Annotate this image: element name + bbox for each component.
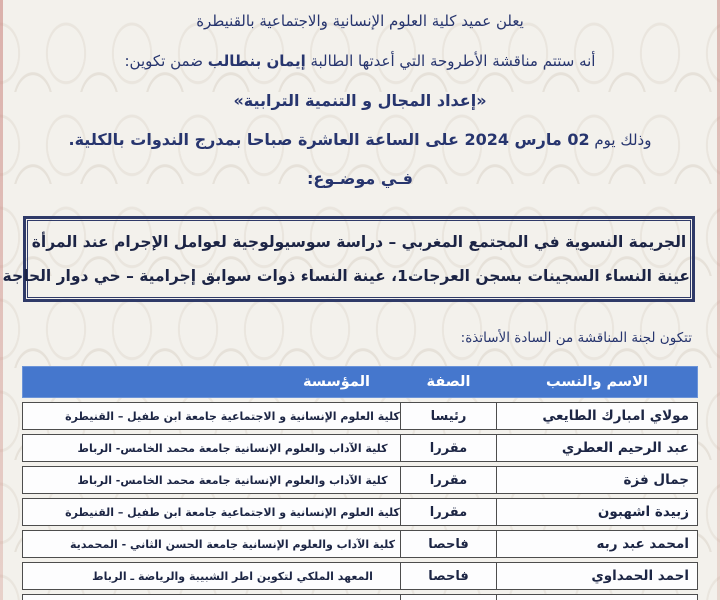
thesis-title-box-inner — [2, 220, 691, 298]
member-institution: كلية الآداب والعلوم الإنسانية جامعة محمد الخامس- الرباط — [77, 473, 388, 487]
header-institution-column: المؤسسة — [302, 374, 371, 390]
member-institution: المعهد الملكي لتكوين اطر الشبيبة والرياضة ـ الرباط — [92, 569, 373, 583]
member-institution: كلية الآداب والعلوم الإنسانية جامعة الحسن الثاني - المحمدية — [70, 537, 395, 551]
table-row — [22, 466, 698, 494]
member-institution — [23, 595, 400, 600]
member-role: مقررا — [400, 435, 497, 461]
committee-table-header-row — [22, 366, 698, 398]
member-role: مقررا — [400, 499, 497, 525]
member-name: جمال فزة — [623, 472, 689, 488]
thesis-defense-text-pre: أنه ستتم مناقشة الأطروحة التي أعدتها الطالبة — [305, 52, 596, 70]
member-institution: كلية العلوم الإنسانية و الاجتماعية جامعة ابن طفيل – القنيطرة — [65, 505, 400, 519]
table-row — [22, 402, 698, 430]
committee-table — [22, 366, 698, 600]
program-title: «إعداد المجال و التنمية الترابية» — [233, 91, 487, 110]
member-name: زبيدة اشهبون — [597, 504, 689, 520]
thesis-title-box — [2, 216, 695, 302]
left-edge-tint — [0, 0, 3, 600]
date-venue-bold: 02 مارس 2024 على الساعة العاشرة صباحا بمدرج الندوات بالكلية. — [68, 130, 590, 149]
header-name-column: الاسم والنسب — [546, 374, 648, 390]
date-prefix: وذلك يوم — [589, 131, 652, 149]
thesis-title-line-2: عينة النساء السجينات بسجن العرجات1، عينة النساء ذوات سوابق إجرامية – حي دوار الحاجة — [2, 267, 690, 285]
committee-intro-line: تتكون لجنة المناقشة من السادة الأساتذة: — [460, 330, 692, 346]
table-row — [22, 530, 698, 558]
member-institution: كلية الآداب والعلوم الإنسانية جامعة محمد الخامس- الرباط — [77, 441, 388, 455]
table-row-cutoff — [22, 594, 698, 600]
thesis-defense-text-post: ضمن تكوين: — [124, 52, 208, 70]
member-name — [497, 595, 697, 600]
student-name: إيمان بنطالب — [207, 52, 306, 70]
member-institution: كلية العلوم الإنسانية و الاجتماعية جامعة ابن طفيل – القنيطرة — [65, 409, 400, 423]
table-row — [22, 434, 698, 462]
header-role-column: الصفة — [426, 374, 471, 390]
subject-label: فـي موضـوع: — [307, 169, 413, 188]
member-name: عبد الرحيم العطري — [561, 440, 689, 456]
table-row — [22, 562, 698, 590]
member-role — [400, 595, 497, 600]
member-role: فاحصا — [400, 563, 497, 589]
member-role: رئيسا — [400, 403, 497, 429]
member-role: فاحصا — [400, 531, 497, 557]
member-role: مقررا — [400, 467, 497, 493]
dean-announcement-line: يعلن عميد كلية العلوم الإنسانية والاجتماعية بالقنيطرة — [196, 12, 524, 30]
member-name: مولاي امبارك الطايعي — [542, 408, 689, 424]
member-name: امحمد عبد ربه — [596, 536, 689, 552]
table-row — [22, 498, 698, 526]
member-name: احمد الحمداوي — [591, 568, 689, 584]
date-venue-line — [0, 130, 720, 149]
thesis-defense-line — [0, 52, 720, 70]
thesis-title-line-1: الجريمة النسوية في المجتمع المغربي – دراسة سوسيولوجية لعوامل الإجرام عند المرأة — [31, 233, 687, 251]
